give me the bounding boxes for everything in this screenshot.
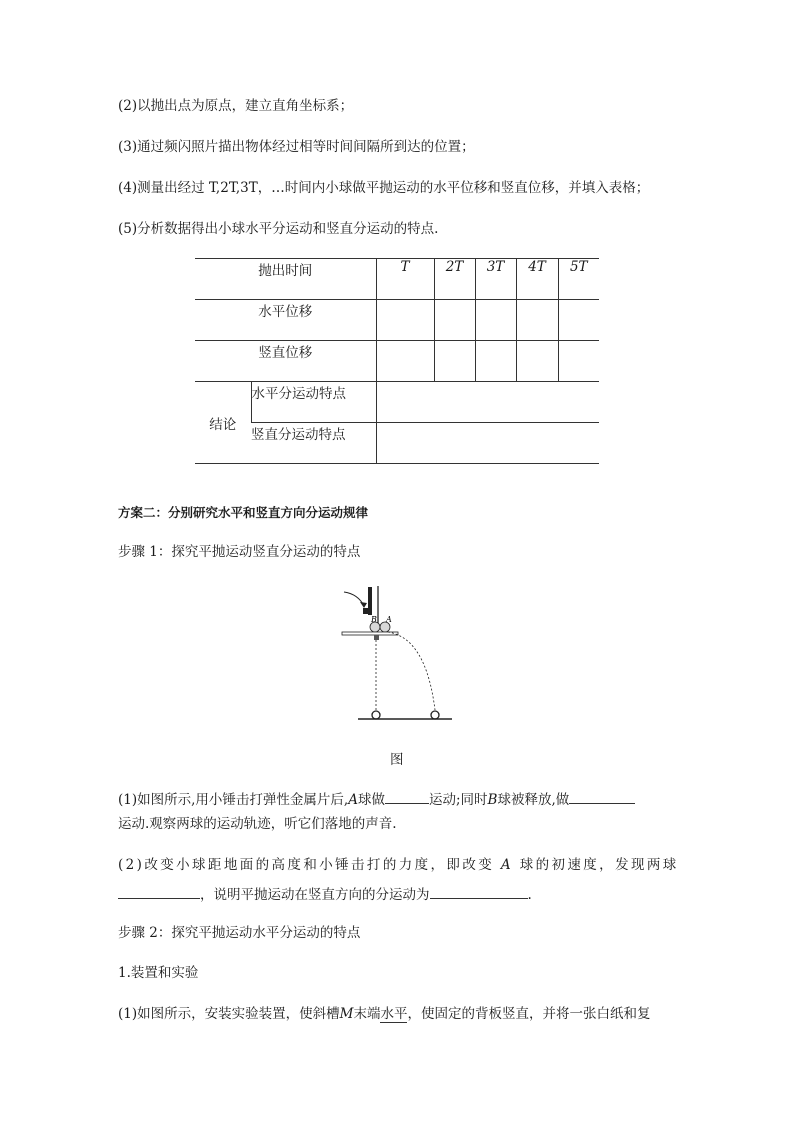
table-cell bbox=[376, 300, 434, 341]
q1-text: 球做 bbox=[357, 792, 385, 808]
q2-line-2 bbox=[118, 884, 532, 904]
conclusion-horizontal-label: 水平分运动特点 bbox=[251, 382, 376, 423]
sub1-title: 1.装置和实验 bbox=[118, 965, 199, 981]
q2-text: . bbox=[527, 887, 532, 903]
table-row bbox=[195, 259, 599, 300]
table-cell bbox=[434, 300, 475, 341]
time-cell: 2T bbox=[434, 259, 475, 300]
step1-title: 步骤 1：探究平抛运动竖直分运动的特点 bbox=[118, 544, 361, 560]
row-horizontal-label: 水平位移 bbox=[195, 300, 376, 341]
step-2-text: (2)以抛出点为原点，建立直角坐标系； bbox=[118, 98, 354, 114]
table-cell bbox=[434, 341, 475, 382]
landed-ball-a bbox=[431, 711, 439, 719]
answer-blank[interactable] bbox=[569, 789, 635, 804]
step-5-text: (5)分析数据得出小球水平分运动和竖直分运动的特点. bbox=[118, 221, 439, 237]
step-3-text: (3)通过频闪照片描出物体经过相等时间间隔所到达的位置； bbox=[118, 139, 475, 155]
table-cell bbox=[376, 423, 599, 464]
q1-text: (1)如图所示,用小锤击打弹性金属片后, bbox=[118, 792, 349, 808]
data-table bbox=[195, 258, 599, 464]
conclusion-vertical-label: 竖直分运动特点 bbox=[251, 423, 376, 464]
last-line bbox=[118, 1005, 650, 1023]
underlined-text: 水平 bbox=[380, 1006, 408, 1022]
conclusion-label: 结论 bbox=[195, 382, 251, 464]
last-line-text: 末端 bbox=[353, 1006, 381, 1022]
q1-text: 运动;同时 bbox=[428, 792, 488, 808]
table-cell bbox=[475, 300, 516, 341]
table-cell bbox=[558, 341, 599, 382]
parabolic-path bbox=[388, 632, 435, 710]
step2-title: 步骤 2：探究平抛运动水平分运动的特点 bbox=[118, 925, 361, 941]
q2-text: ，说明平抛运动在竖直方向的分运动为 bbox=[200, 887, 430, 903]
label-b: B bbox=[371, 615, 377, 624]
table-cell bbox=[475, 341, 516, 382]
figure-caption: 图 bbox=[390, 752, 404, 768]
row-vertical-label: 竖直位移 bbox=[195, 341, 376, 382]
last-line-text: ，使固定的背板竖直，并将一张白纸和复 bbox=[407, 1006, 651, 1022]
ball-b-label: B bbox=[487, 792, 498, 808]
landed-ball-b bbox=[372, 711, 380, 719]
q2-text: 球的初速度，发现两球 bbox=[519, 857, 679, 873]
arrow-curve bbox=[344, 592, 364, 606]
ball-a-label: A bbox=[348, 792, 358, 808]
stand-post bbox=[374, 635, 379, 640]
plan2-title: 方案二：分别研究水平和竖直方向分运动规律 bbox=[118, 505, 369, 520]
m-label: M bbox=[339, 1006, 354, 1022]
step-4-text: (4)测量出经过 T,2T,3T，…时间内小球做平抛运动的水平位移和竖直位移，并填入表格； bbox=[118, 180, 650, 196]
answer-blank[interactable] bbox=[385, 789, 429, 804]
table-cell bbox=[516, 300, 558, 341]
table-row bbox=[195, 300, 599, 341]
q2-line-1 bbox=[118, 856, 679, 874]
ball-a-label: A bbox=[500, 857, 513, 873]
table-row bbox=[195, 382, 599, 423]
table-cell bbox=[376, 382, 599, 423]
q1-text: 运动.观察两球的运动轨迹，听它们落地的声音. bbox=[118, 816, 397, 832]
table-cell bbox=[516, 341, 558, 382]
table-row bbox=[195, 341, 599, 382]
answer-blank[interactable] bbox=[430, 884, 528, 899]
hammer-head bbox=[363, 608, 372, 614]
header-time-label: 抛出时间 bbox=[195, 259, 376, 300]
last-line-text: (1)如图所示，安装实验装置，使斜槽 bbox=[118, 1006, 340, 1022]
q1-line-1 bbox=[118, 789, 635, 809]
table-row bbox=[195, 423, 599, 464]
answer-blank[interactable] bbox=[118, 884, 200, 899]
time-cell: 4T bbox=[516, 259, 558, 300]
time-cell: 5T bbox=[558, 259, 599, 300]
q1-text: 球被释放,做 bbox=[497, 792, 570, 808]
time-cell: T bbox=[376, 259, 434, 300]
arrow-head bbox=[360, 602, 367, 608]
apparatus-figure bbox=[330, 578, 460, 723]
label-a: A bbox=[386, 615, 392, 624]
table-cell bbox=[558, 300, 599, 341]
time-cell: 3T bbox=[475, 259, 516, 300]
q2-text: (2)改变小球距地面的高度和小锤击打的力度，即改变 bbox=[118, 857, 495, 873]
table-cell bbox=[376, 341, 434, 382]
